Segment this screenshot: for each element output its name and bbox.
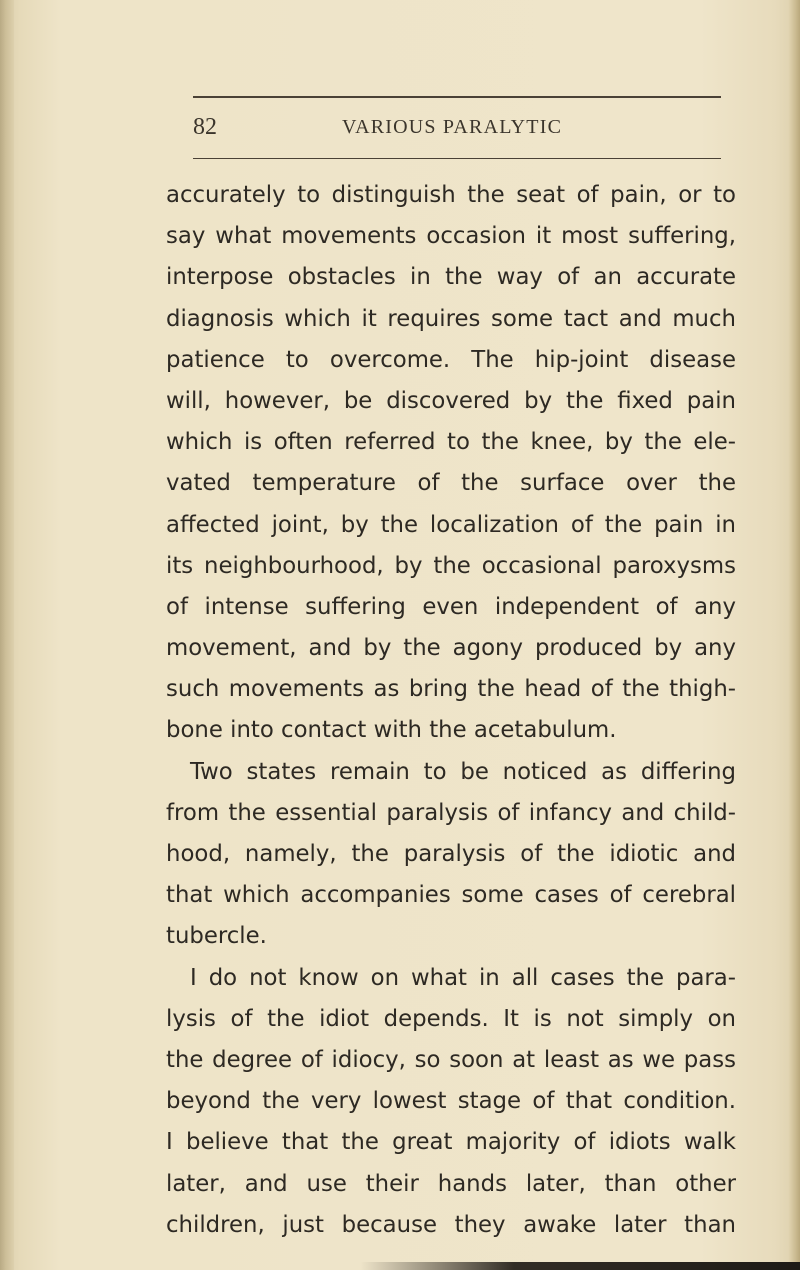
text-line: interpose obstacles in the way of an accurate bbox=[166, 264, 736, 291]
text-line: hood, namely, the paralysis of the idiotic and bbox=[166, 841, 736, 867]
text-line: will, however, be discovered by the fixed pain bbox=[166, 387, 736, 414]
text-line: movement, and by the agony produced by any bbox=[166, 635, 736, 662]
header-bottom-rule bbox=[193, 158, 721, 159]
text-line: from the essential paralysis of infancy and child- bbox=[166, 799, 736, 826]
text-line: its neighbourhood, by the occasional paroxysms bbox=[166, 552, 736, 579]
text-line: I do not know on what in all cases the para- bbox=[190, 964, 736, 991]
text-line: beyond the very lowest stage of that condition. bbox=[166, 1088, 736, 1115]
page-header bbox=[193, 110, 721, 144]
text-line: that which accompanies some cases of cerebral bbox=[166, 882, 736, 909]
text-line: diagnosis which it requires some tact and much bbox=[166, 305, 736, 332]
text-line: children, just because they awake later than bbox=[166, 1211, 736, 1238]
body-text bbox=[166, 175, 736, 1246]
page-bottom-shadow bbox=[360, 1262, 800, 1270]
text-line: lysis of the idiot depends. It is not simply on bbox=[166, 1005, 736, 1032]
text-line: later, and use their hands later, than other bbox=[166, 1170, 736, 1197]
text-line: tubercle. bbox=[166, 923, 267, 950]
page-right-edge bbox=[788, 0, 800, 1270]
text-line: affected joint, by the localization of the pain in bbox=[166, 511, 736, 538]
text-line: vated temperature of the surface over the bbox=[166, 470, 736, 497]
text-line: which is often referred to the knee, by the ele- bbox=[166, 429, 736, 456]
text-line: accurately to distinguish the seat of pain, or to bbox=[166, 182, 736, 208]
text-line: such movements as bring the head of the thigh- bbox=[166, 676, 736, 703]
running-head: VARIOUS PARALYTIC bbox=[342, 116, 563, 138]
page-number: 82 bbox=[193, 114, 217, 140]
text-line: say what movements occasion it most suffering, bbox=[166, 223, 736, 250]
text-line: I believe that the great majority of idiots walk bbox=[166, 1129, 736, 1156]
header-top-rule bbox=[193, 96, 721, 98]
text-line: the degree of idiocy, so soon at least as we pass bbox=[166, 1046, 736, 1073]
page-binding-edge bbox=[0, 0, 14, 1270]
text-line: Two states remain to be noticed as differing bbox=[190, 758, 736, 785]
text-line: bone into contact with the acetabulum. bbox=[166, 717, 617, 744]
text-line: of intense suffering even independent of any bbox=[166, 593, 736, 620]
text-line: patience to overcome. The hip-joint disease bbox=[166, 346, 736, 373]
